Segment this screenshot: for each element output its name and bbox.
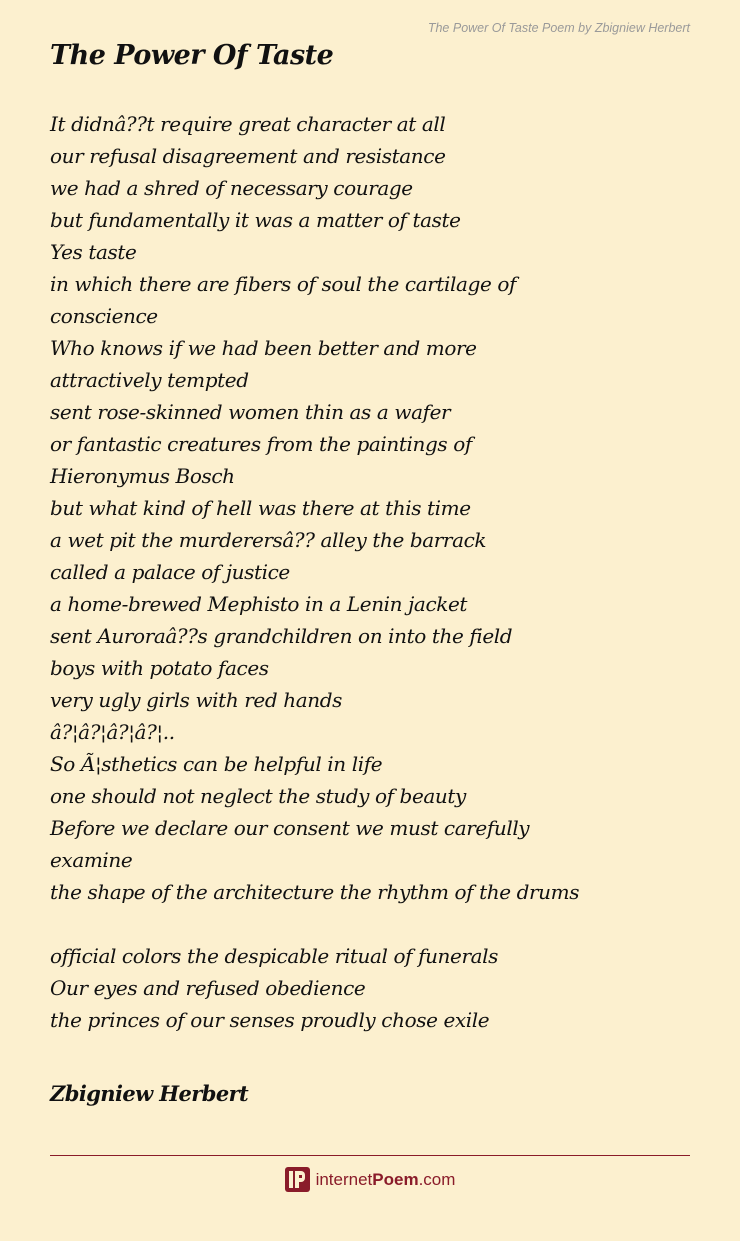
poem-line: Hieronymus Bosch [50, 464, 235, 488]
poem-line: conscience [50, 304, 158, 328]
poem-line: one should not neglect the study of beauty [50, 784, 466, 808]
poem-line: but what kind of hell was there at this time [50, 496, 471, 520]
stanza-gap [50, 908, 700, 940]
poem-line: called a palace of justice [50, 560, 290, 584]
poem-line: Our eyes and refused obedience [50, 976, 366, 1000]
poem-line: our refusal disagreement and resistance [50, 144, 446, 168]
poem-line: in which there are fibers of soul the cartilage of [50, 272, 517, 296]
poem-line: It didnâ??t require great character at all [50, 112, 446, 136]
poem-line: attractively tempted [50, 368, 249, 392]
poem-line: â?¦â?¦â?¦â?¦.. [50, 720, 175, 744]
poem-line: or fantastic creatures from the paintings of [50, 432, 472, 456]
footer-brand-text [316, 1170, 456, 1190]
poem-line: the princes of our senses proudly chose exile [50, 1008, 490, 1032]
poem-line: very ugly girls with red hands [50, 688, 342, 712]
poem-line: So Ã¦sthetics can be helpful in life [50, 752, 383, 776]
poem-line: Yes taste [50, 240, 137, 264]
poem-line: a home-brewed Mephisto in a Lenin jacket [50, 592, 468, 616]
poem-line: sent rose-skinned women thin as a wafer [50, 400, 451, 424]
poem-line: a wet pit the murderersâ?? alley the barrack [50, 528, 487, 552]
poem-line: examine [50, 848, 133, 872]
poem-line: the shape of the architecture the rhythm of the drums [50, 880, 580, 904]
poem-title: The Power Of Taste [50, 40, 334, 71]
footer-brand[interactable] [0, 1167, 740, 1192]
poem-line: boys with potato faces [50, 656, 269, 680]
header-attribution: The Power Of Taste Poem by Zbigniew Herbert [427, 21, 690, 35]
poem-line: sent Auroraâ??s grandchildren on into the field [50, 624, 513, 648]
poem-line: official colors the despicable ritual of funerals [50, 944, 499, 968]
poem-body [50, 108, 700, 1036]
ip-logo-icon [285, 1167, 310, 1192]
footer-divider [50, 1155, 690, 1156]
poem-line: but fundamentally it was a matter of taste [50, 208, 461, 232]
brand-suffix: .com [418, 1169, 456, 1189]
poem-line: we had a shred of necessary courage [50, 176, 413, 200]
brand-bold: Poem [372, 1169, 419, 1189]
poem-author[interactable]: Zbigniew Herbert [50, 1081, 249, 1106]
brand-prefix: internet [315, 1169, 373, 1189]
poem-line: Before we declare our consent we must carefully [50, 816, 530, 840]
poem-line: Who knows if we had been better and more [50, 336, 477, 360]
